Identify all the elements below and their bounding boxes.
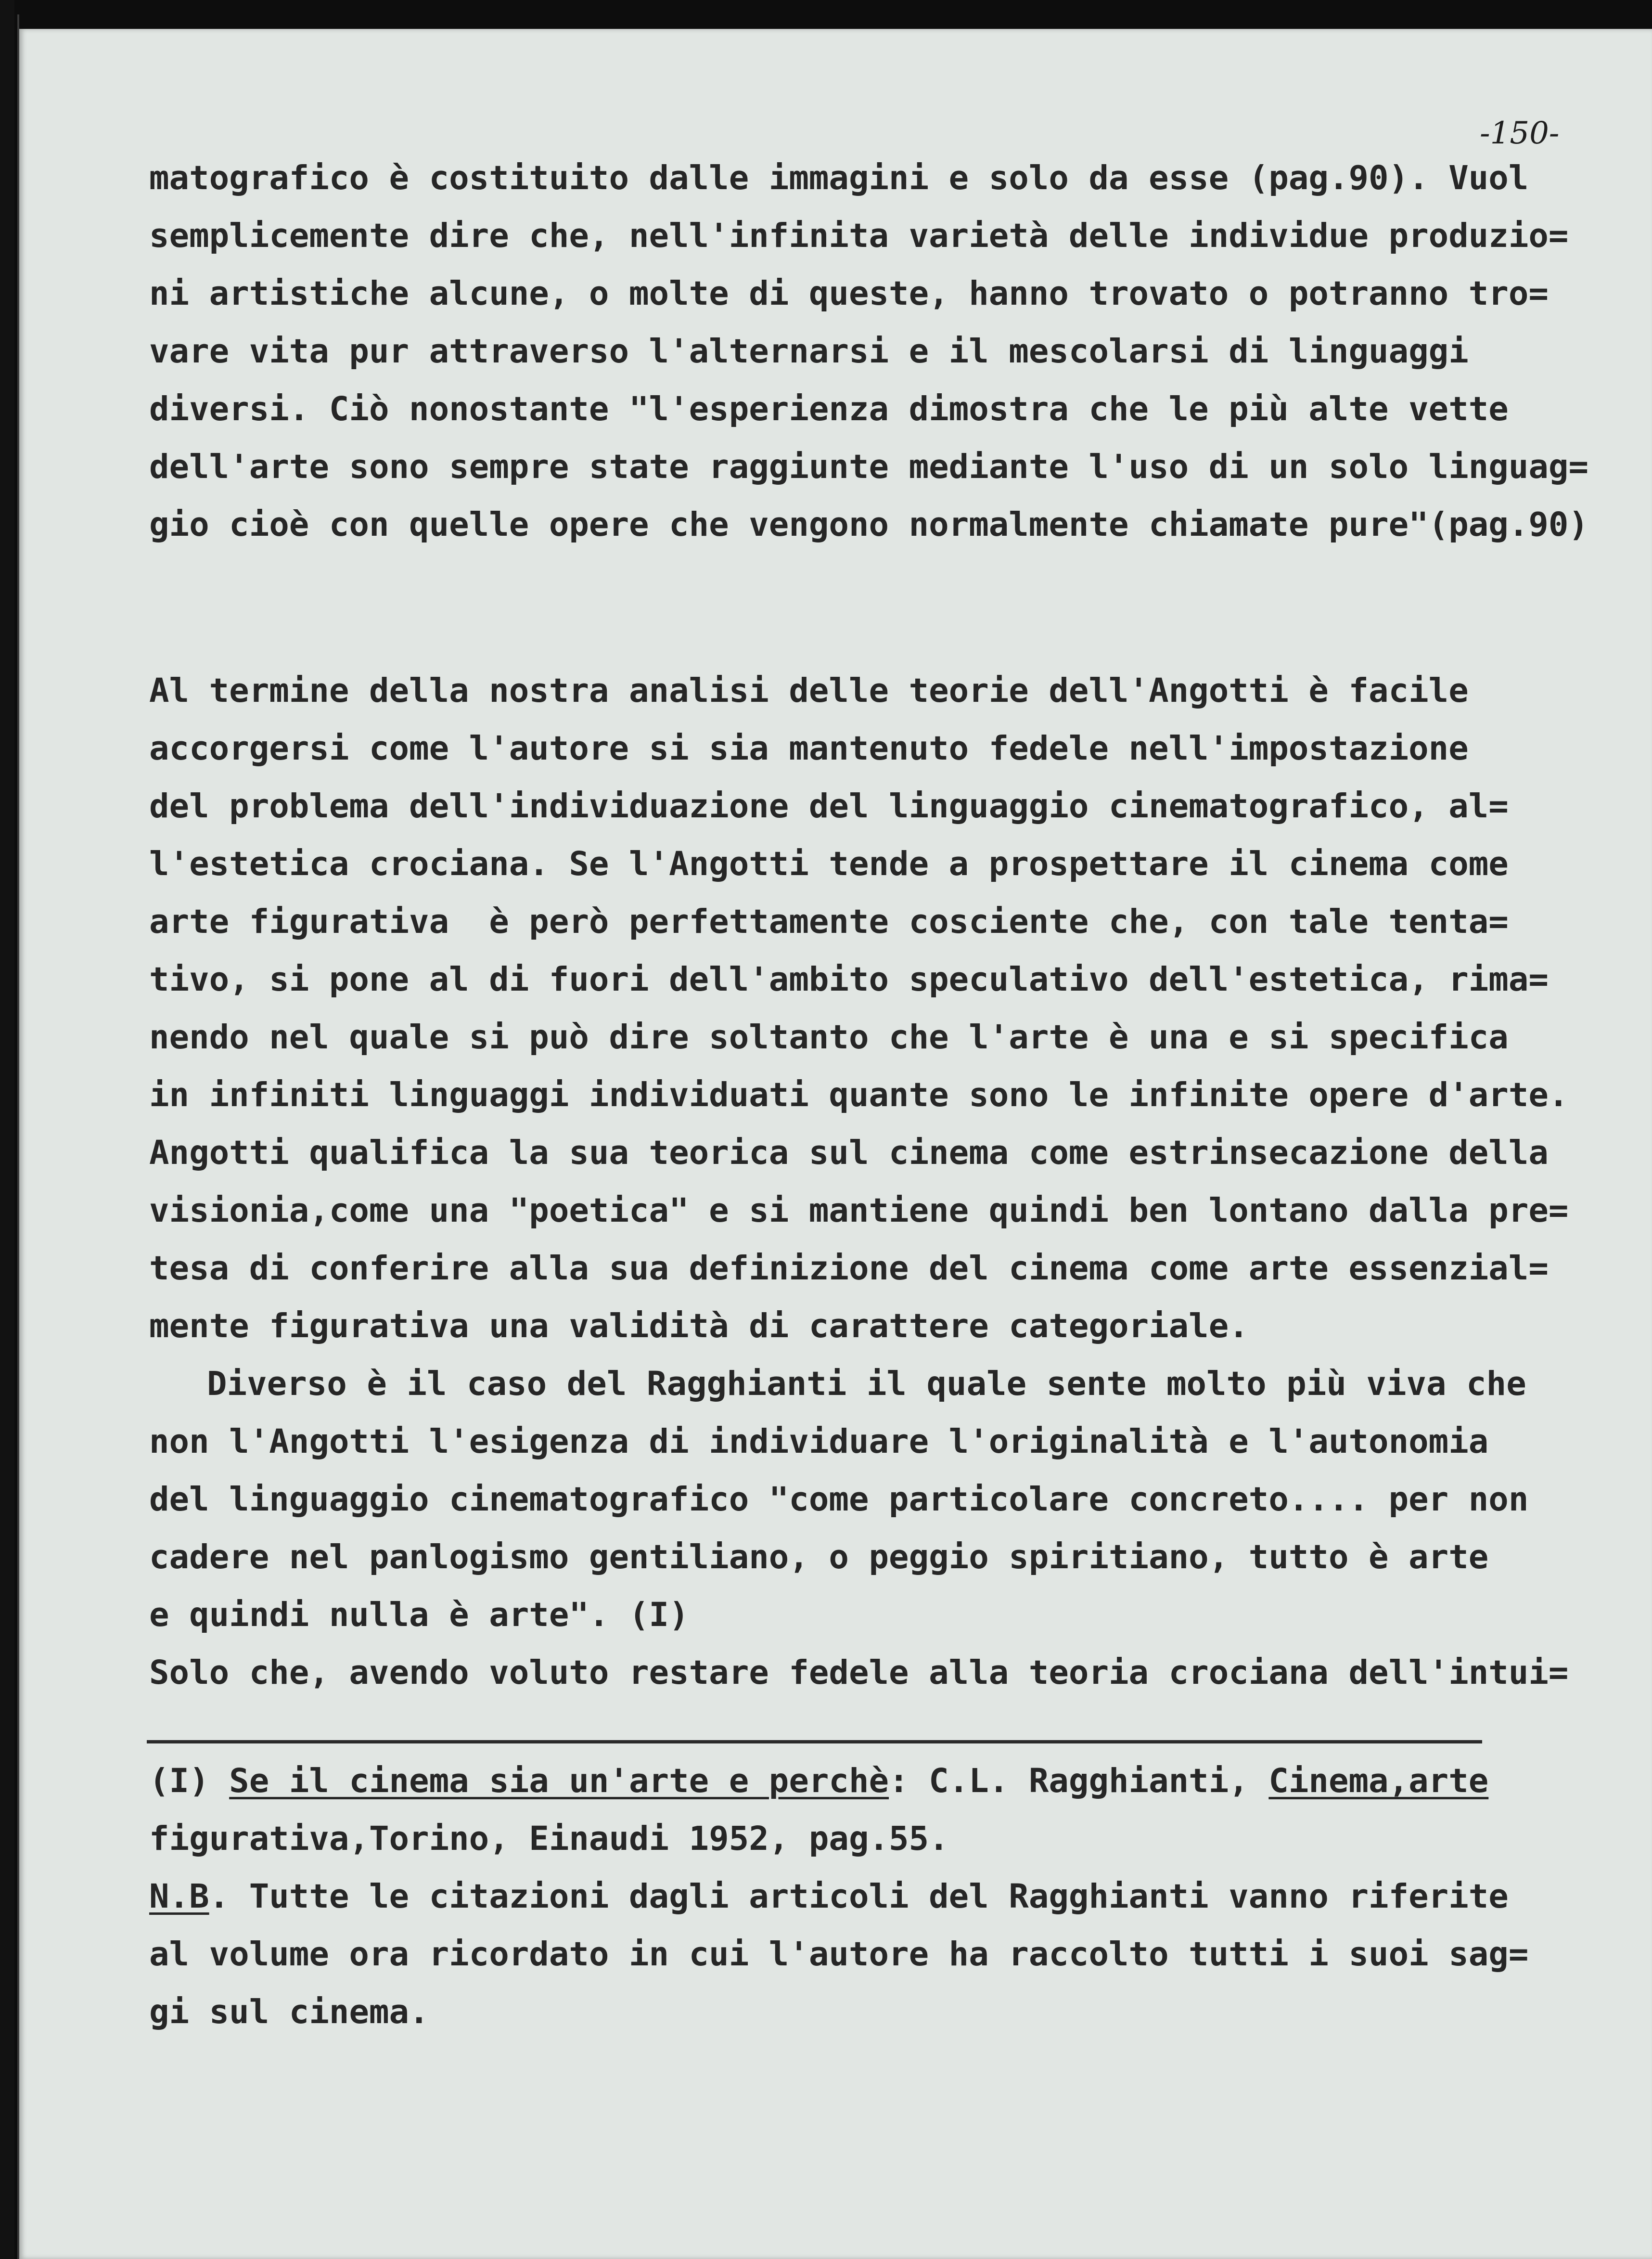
text-line: vare vita pur attraverso l'alternarsi e il mescolarsi di linguaggi <box>149 332 1469 371</box>
text-line: nendo nel quale si può dire soltanto che l'arte è una e si specifica <box>149 1018 1509 1057</box>
nota-bene-line-2: al volume ora ricordato in cui l'autore ha raccolto tutti i suoi sag= <box>149 1935 1529 1974</box>
nota-bene-line-3: gi sul cinema. <box>149 1993 429 2031</box>
footnote-separator <box>147 1740 1482 1743</box>
footnote-book-title: Cinema,arte <box>1268 1762 1489 1800</box>
text-line: tivo, si pone al di fuori dell'ambito speculativo dell'estetica, rima= <box>149 960 1549 999</box>
paragraph-1 <box>149 149 1588 554</box>
text-line: Angotti qualifica la sua teorica sul cinema come estrinsecazione della <box>149 1134 1549 1172</box>
text-line: del linguaggio cinematografico "come particolare concreto.... per non <box>149 1480 1529 1519</box>
text-line: dell'arte sono sempre state raggiunte mediante l'uso di un solo linguag= <box>149 448 1588 486</box>
text-line: del problema dell'individuazione del linguaggio cinematografico, al= <box>149 787 1509 826</box>
text-line: accorgersi come l'autore si sia mantenuto fedele nell'impostazione <box>149 729 1469 768</box>
nota-bene-label: N.B <box>149 1877 209 1916</box>
text-line: Al termine della nostra analisi delle teorie dell'Angotti è facile <box>149 671 1469 710</box>
footnote-1-line-1 <box>149 1752 1574 1810</box>
footnote-marker: (I) <box>149 1762 230 1800</box>
nota-bene-line-1 <box>149 1868 1574 1925</box>
text-line: Diverso è il caso del Ragghianti il quale sente molto più viva che <box>207 1365 1526 1403</box>
binder-left-edge <box>0 0 14 2259</box>
text-line: diversi. Ciò nonostante "l'esperienza dimostra che le più alte vette <box>149 390 1509 428</box>
nota-bene-text: . Tutte le citazioni dagli articoli del Ragghianti vanno riferite <box>209 1877 1509 1916</box>
text-line: ni artistiche alcune, o molte di queste, hanno trovato o potranno tro= <box>149 274 1549 313</box>
paragraph-3 <box>149 1355 1574 1702</box>
text-line: semplicemente dire che, nell'infinita varietà delle individue produzio= <box>149 217 1569 255</box>
text-line: gio cioè con quelle opere che vengono normalmente chiamate pure"(pag.90) <box>149 505 1588 544</box>
footnote-article-title: Se il cinema sia un'arte e perchè <box>229 1762 889 1800</box>
text-line: matografico è costituito dalle immagini e solo da esse (pag.90). Vuol <box>149 159 1529 197</box>
text-line: arte figurativa è però perfettamente cosciente che, con tale tenta= <box>149 903 1509 941</box>
text-line: mente figurativa una validità di carattere categoriale. <box>149 1307 1249 1345</box>
footnote-1-line-2: figurativa,Torino, Einaudi 1952, pag.55. <box>149 1820 949 1858</box>
text-line: Solo che, avendo voluto restare fedele alla teoria crociana dell'intui= <box>149 1653 1569 1692</box>
text-line: cadere nel panlogismo gentiliano, o peggio spiritiano, tutto è arte <box>149 1538 1489 1576</box>
paragraph-2 <box>149 662 1574 1355</box>
text-line: e quindi nulla è arte". (I) <box>149 1596 689 1634</box>
page-number: -150- <box>1480 116 1560 151</box>
text-line: visionia,come una "poetica" e si mantiene quindi ben lontano dalla pre= <box>149 1191 1569 1230</box>
text-line: in infiniti linguaggi individuati quante sono le infinite opere d'arte. <box>149 1076 1569 1114</box>
text-line: l'estetica crociana. Se l'Angotti tende a prospettare il cinema come <box>149 845 1509 883</box>
footnote-author: : C.L. Ragghianti, <box>889 1762 1269 1800</box>
footnotes <box>149 1752 1574 2041</box>
text-line: non l'Angotti l'esigenza di individuare l'originalità e l'autonomia <box>149 1422 1489 1461</box>
text-line: tesa di conferire alla sua definizione del cinema come arte essenzial= <box>149 1249 1549 1288</box>
